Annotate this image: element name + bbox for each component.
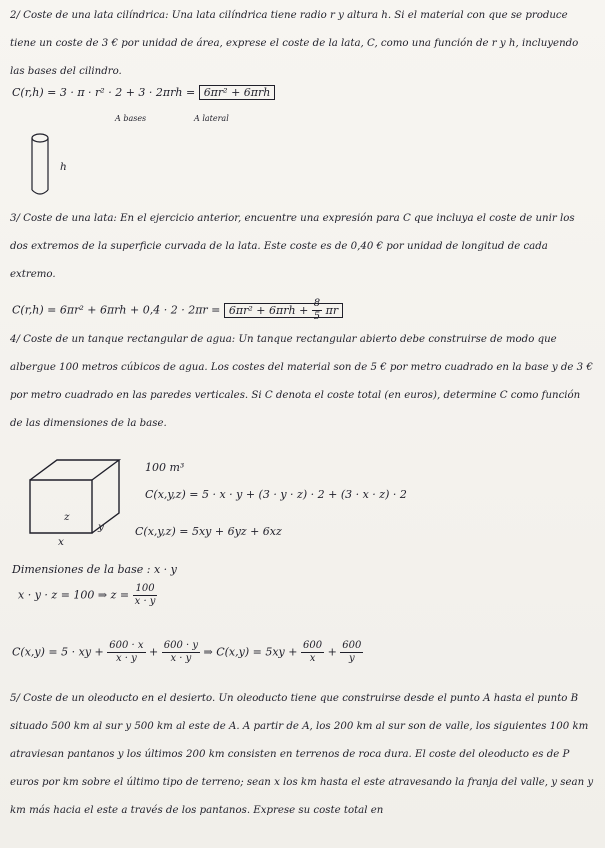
final-fraction-2: [162, 640, 200, 665]
eight-fifths-fraction: [312, 298, 322, 323]
z-fraction-denominator: x · y: [134, 596, 156, 607]
final-fraction-1-denominator: x · y: [115, 653, 137, 664]
problem-3-equation: [12, 298, 343, 323]
tank-volume: 100 m³: [145, 461, 185, 474]
under-bases-label: A bases: [115, 114, 147, 123]
plus-sign-2: +: [327, 645, 337, 659]
final-cost-equation: [12, 640, 363, 665]
problem-3-boxed-tail: πr: [325, 303, 339, 317]
fraction-numerator: 8: [313, 298, 321, 309]
problem-3-statement: 3/ Coste de una lata: En el ejercicio anterior, encuentre una expresión para C que incluya el coste de unir los dos extremos de la superficie curvada de la lata. Este coste es de 0,40 € por unidad de longitud de cada extremo.: [10, 213, 575, 280]
problem-2-lhs: C(r,h) = 3 · π · r² · 2 + 3 · 2πrh =: [12, 86, 196, 99]
z-fraction-numerator: 100: [133, 583, 158, 596]
problem-5-statement: 5/ Coste de un oleoducto en el desierto. Un oleoducto tiene que construirse desde el punto A hasta el punto B situado 500 km al sur y 500 km al este de A. A partir de A, los 200 km al sur son de valle, los siguientes 100 km atraviesan pantanos y los últimos 200 km consisten en terrenos de roca dura. El coste del oleoducto es de P euros por km sobre el último tipo de terreno; sean x los km hasta el este atravesando la franja del valle, y sean y km más hacia el este a través de los pantanos. Exprese su coste total en: [10, 693, 594, 816]
volume-constraint-lhs: x · y · z = 100 ⇒ z =: [18, 588, 130, 602]
box-x-label: x: [58, 536, 64, 548]
fraction-denominator: 5: [313, 311, 321, 322]
problem-3-lhs: C(r,h) = 6πr² + 6πrh + 0,4 · 2 · 2πr =: [12, 303, 221, 317]
problem-2-equation: [12, 86, 275, 99]
final-fraction-2-denominator: x · y: [170, 653, 192, 664]
tank-box-drawing: [22, 455, 132, 540]
problem-4-statement: 4/ Coste de un tanque rectangular de agua: Un tanque rectangular abierto debe construirse de modo que albergue 100 metros cúbicos de agua. Los costes del material son de 5 € por metro cuadrado en la base y de 3 € por metro cuadrado en las paredes verticales. Si C denota el coste total (en euros), determine C como función de las dimensiones de la base.: [10, 334, 593, 429]
under-lateral-label: A lateral: [194, 114, 229, 123]
final-fraction-1-numerator: 600 · x: [109, 640, 144, 651]
final-fraction-3: [301, 640, 324, 665]
cylinder-h-label: h: [60, 161, 67, 173]
final-fraction-1: [107, 640, 145, 665]
volume-constraint: [18, 583, 157, 608]
final-cost-lhs: C(x,y) = 5 · xy +: [12, 645, 104, 659]
problem-3-boxed-main: 6πr² + 6πrh +: [228, 303, 309, 317]
cylinder-drawing: [28, 130, 78, 206]
final-fraction-4-denominator: y: [349, 653, 355, 664]
box-z-label: z: [64, 511, 70, 523]
problem-2-boxed-result: 6πr² + 6πrh: [199, 85, 276, 100]
z-fraction: [133, 583, 158, 608]
final-fraction-3-denominator: x: [309, 653, 316, 664]
problem-2-statement: 2/ Coste de una lata cilíndrica: Una lata cilíndrica tiene radio r y altura h. Si el material con que se produce tiene un coste de 3 € por unidad de área, exprese el coste de la lata, C, como una función de r y h, incluyendo las bases del cilindro.: [10, 10, 579, 77]
plus-sign: +: [149, 645, 159, 659]
final-fraction-4: [340, 640, 363, 665]
tank-cost-equation-2: C(x,y,z) = 5xy + 6yz + 6xz: [135, 525, 282, 538]
final-fraction-2-numerator: 600 · y: [163, 640, 199, 651]
simplified-cost-lhs: ⇒ C(x,y) = 5xy +: [203, 645, 298, 659]
final-fraction-4-numerator: 600: [342, 640, 362, 651]
box-y-label: y: [98, 521, 104, 533]
problem-3-boxed-result: [224, 298, 343, 322]
final-fraction-3-numerator: 600: [302, 640, 323, 651]
base-dimensions-line: Dimensiones de la base : x · y: [12, 563, 177, 576]
tank-cost-equation-1: C(x,y,z) = 5 · x · y + (3 · y · z) · 2 + (3 · x · z) · 2: [145, 488, 407, 501]
